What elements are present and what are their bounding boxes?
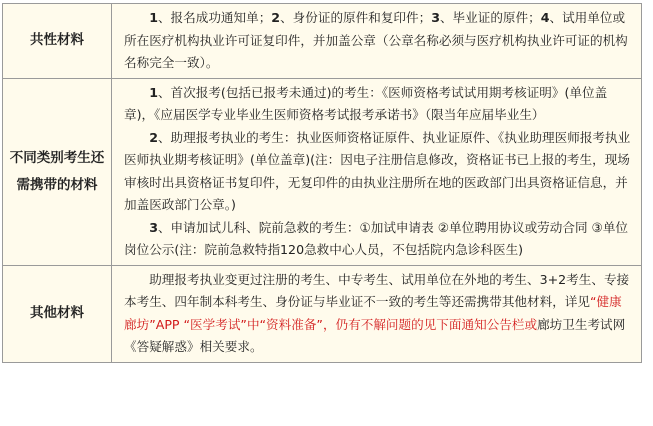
text-segment: 、身份证的原件和复印件； (280, 10, 432, 25)
text-segment: 、毕业证的原件； (439, 10, 541, 25)
materials-table-body (3, 4, 642, 363)
item-number: 1 (149, 84, 158, 100)
text-segment: 、申请加试儿科、院前急救的考生：①加试申请表 ②单位聘用协议或劳动合同 ③单位岗位公示(注：院前急救特指120急救中心人员，不包括院内急诊科医生) (124, 219, 629, 257)
text-segment: 、报名成功通知单； (157, 10, 272, 25)
text-segment: 廊坊卫生考试网《答疑解惑》相关要求。 (124, 316, 626, 354)
item-number: 1 (149, 10, 158, 25)
item-number: 2 (271, 10, 281, 25)
content-paragraph (124, 82, 631, 127)
row-common-materials (3, 4, 642, 79)
row-label: 共性材料 (3, 4, 112, 79)
highlight-text: “健康廊坊”APP “医学考试”中“资料准备”，仍有不解问题的见下面通知公告栏或 (124, 294, 622, 332)
item-number: 3 (431, 10, 440, 25)
row-other-materials (3, 265, 642, 362)
row-label: 其他材料 (3, 265, 112, 362)
text-segment: 、首次报考(包括已报考未通过)的考生：《医师资格考试试用期考核证明》(单位盖章)，《应届医学专业毕业生医师资格考试报考承诺书》（限当年应届毕业生） (124, 84, 608, 122)
row-content (112, 4, 642, 79)
content-paragraph (124, 7, 631, 75)
content-paragraph (124, 269, 631, 359)
materials-table (2, 3, 642, 363)
row-category-materials (3, 78, 642, 265)
text-segment: 助理报考执业变更过注册的考生、中专考生、试用单位在外地的考生、3+2考生、专接本考生、四年制本科考生、身份证与毕业证不一致的考生等还需携带其他材料，详见 (124, 271, 630, 309)
row-label: 不同类别考生还需携带的材料 (3, 78, 112, 265)
row-content (112, 78, 642, 265)
item-number: 4 (540, 10, 550, 25)
item-number: 3 (149, 219, 158, 235)
text-segment: 、助理报考执业的考生：执业医师资格证原件、执业证原件、《执业助理医师报考执业医师执业期考核证明》(单位盖章)(注：因电子注册信息修改，资格证书已上报的考生，现场审核时出具资格证书复印件，无复印件的由执业注册所在地的医政部门出具资格证信息，并加盖医政部门公章。) (124, 129, 631, 212)
content-paragraph (124, 217, 631, 262)
item-number: 2 (149, 129, 158, 145)
content-paragraph (124, 127, 631, 217)
text-segment: 、试用单位或所在医疗机构执业许可证复印件，并加盖公章（公章名称必须与医疗机构执业许可证的机构名称完全一致）。 (124, 10, 628, 70)
row-content (112, 265, 642, 362)
